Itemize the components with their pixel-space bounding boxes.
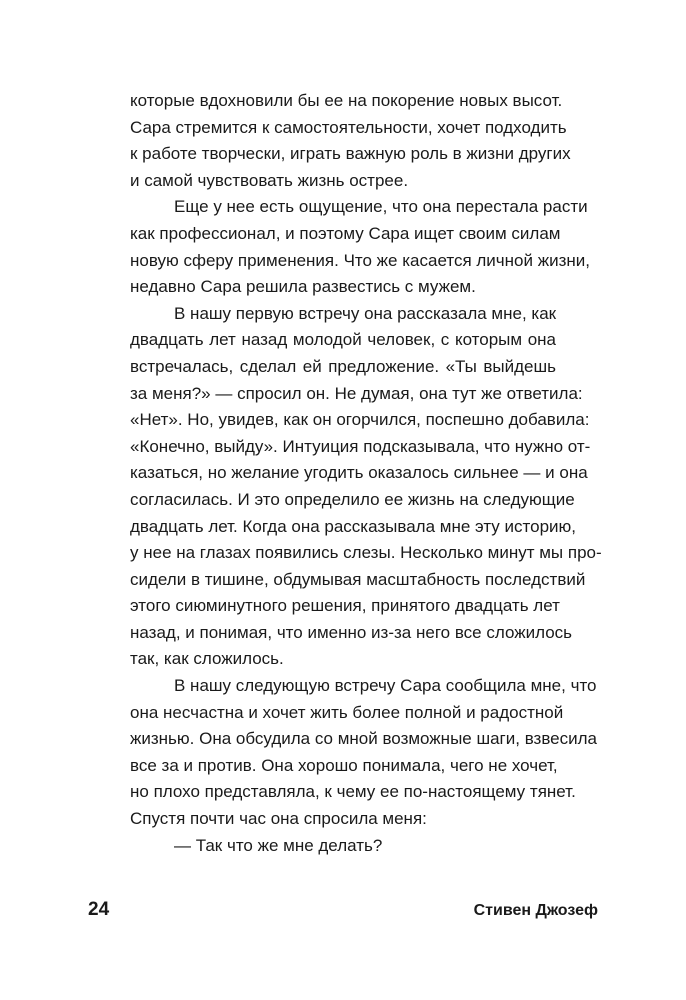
paragraph [130,88,571,194]
paragraph [130,833,556,860]
text-line: казаться, но желание угодить оказалось сильнее — и она [130,463,588,483]
text-line: Сара стремится к самостоятельности, хочет подходить [130,117,567,137]
page-number: 24 [88,899,110,920]
paragraph [130,301,602,673]
text-line: «Конечно, выйду». Интуиция подсказывала, что нужно от- [130,436,591,456]
running-footer-author: Стивен Джозеф [473,902,598,919]
text-line: двадцать лет назад молодой человек, с которым она [130,330,556,350]
text-line: согласилась. И это определило ее жизнь на следующие [130,489,575,509]
paragraph [130,673,598,833]
text-line: этого сиюминутного решения, принятого двадцать лет [130,596,560,616]
text-line: — Так что же мне делать? [174,835,383,855]
text-line: недавно Сара решила развестись с мужем. [130,277,476,297]
text-line: и самой чувствовать жизнь острее. [130,170,409,190]
text-line: она несчастна и хочет жить более полной и радостной [130,702,564,722]
text-line: к работе творчески, играть важную роль в жизни других [130,144,571,164]
text-line: двадцать лет. Когда она рассказывала мне эту историю, [130,516,577,536]
body-text [130,88,602,859]
paragraph [130,194,590,300]
text-line: жизнью. Она обсудила со мной возможные шаги, взвесила [130,729,598,749]
text-line: Еще у нее есть ощущение, что она перестала расти [174,197,588,217]
text-line: но плохо представляла, к чему ее по-настоящему тянет. [130,782,576,802]
text-line: сидели в тишине, обдумывая масштабность последствий [130,569,586,589]
text-line: В нашу первую встречу она рассказала мне, как [174,303,557,323]
text-line: Спустя почти час она спросила меня: [130,809,427,829]
text-line: В нашу следующую встречу Сара сообщила мне, что [174,676,597,696]
text-line: как профессионал, и поэтому Сара ищет своим силам [130,223,561,243]
text-line: все за и против. Она хорошо понимала, чего не хочет, [130,755,558,775]
text-line: встречалась, сделал ей предложение. «Ты выйдешь [130,356,556,376]
text-line: «Нет». Но, увидев, как он огорчился, поспешно добавила: [130,410,590,430]
text-line: назад, и понимая, что именно из-за него все сложилось [130,622,572,642]
text-line: у нее на глазах появились слезы. Несколько минут мы про- [130,543,602,563]
text-line: так, как сложилось. [130,649,284,669]
text-line: новую сферу применения. Что же касается личной жизни, [130,250,590,270]
text-line: за меня?» — спросил он. Не думая, она тут же ответила: [130,383,583,403]
text-line: которые вдохновили бы ее на покорение новых высот. [130,91,563,110]
